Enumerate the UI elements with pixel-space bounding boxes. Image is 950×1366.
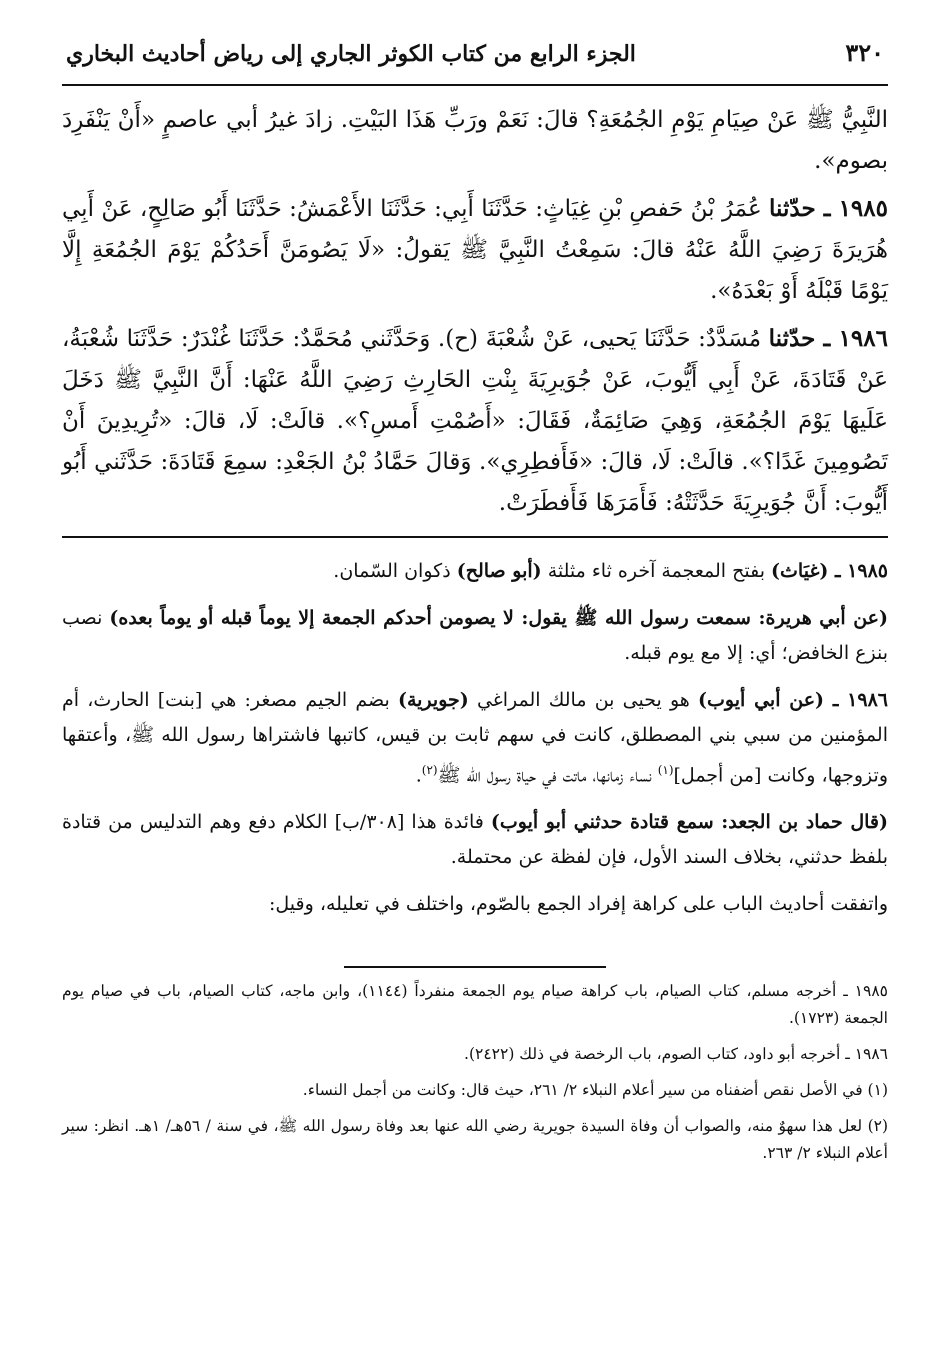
commentary-lemma: (أبو صالح) (456, 560, 542, 582)
commentary-paragraph: واتفقت أحاديث الباب على كراهة إفراد الجمع بالصّوم، واختلف في تعليله، وقيل: (269, 893, 888, 916)
footnotes (62, 978, 888, 1167)
book-page (62, 38, 888, 1338)
page-number: ٣٢٠ (845, 38, 884, 67)
commentary-paragraph (62, 683, 888, 793)
commentary-text: بضم الجيم مصغر: هي [بنت] الحارث، أم المؤمنين من سبي بني المصطلق، كانت في سهم ثابت بن قيس، كاتبها فاشتراها رسول الله ﷺ، وأعتقها وتزوجها، وكانت [من أجمل] (62, 689, 888, 787)
commentary-lemma: (جويرية) (397, 689, 469, 711)
commentary-text: نصب بنزع الخافض؛ أي: إلا مع يوم قبله. (62, 607, 888, 664)
footnote-item: ١٩٨٦ ـ أخرجه أبو داود، كتاب الصوم، باب الرخصة في ذلك (٢٤٢٢). (464, 1045, 888, 1064)
section-divider (62, 536, 888, 538)
commentary-text: فائدة هذا [٣٠٨/ب] الكلام دفع وهم التدليس من قتادة بلفظ حدثني، بخلاف السند الأول، فإن لفظة عن محتملة. (62, 811, 888, 869)
hadith-1986 (62, 318, 888, 524)
commentary-lemma: ١٩٨٦ ـ (عن أبي أيوب) (698, 689, 888, 711)
footnote-marker: (٢) (421, 763, 438, 777)
commentary (62, 554, 888, 922)
commentary-lemma: ١٩٨٥ ـ (غيَاث) (771, 560, 888, 582)
commentary-text: نساء زمانها، ماتت في حياة رسول الله ﷺ (437, 764, 658, 787)
footnote-divider (344, 966, 606, 968)
hadith-body: مُسَدَّدٌ: حَدَّثَنَا يَحيى، عَنْ شُعْبَةَ (ح). وَحَدَّثَني مُحَمَّدٌ: حَدَّثَنَا غُنْدَرٌ: حَدَّثَنَا شُعْبَةُ، عَنْ قَتَادَةَ، عَنْ أَبِي أَيُّوبَ، عَنْ جُوَيرِيَةَ بِنْتِ الحَارِثِ رَضِيَ اللَّهُ عَنْهَا: أَنَّ النَّبِيَّ ﷺ دَخَلَ عَلَيهَا يَوْمَ الجُمُعَةِ، وَهِيَ صَائِمَةٌ، فَقَالَ: «أَصُمْتِ أَمسِ؟». قالَتْ: لَا، قالَ: «تُرِيدِينَ أَنْ تَصُومِينَ غَدًا؟». قالَتْ: لَا، قالَ: «فَأَفطِرِي». وَقالَ حَمَّادُ بْنُ الجَعْدِ: سمِعَ قَتَادَةَ: حَدَّثَني أَبُو أَيُّوبَ: أَنَّ جُوَيرِيَةَ حَدَّثَتْهُ: فَأَمَرَهَا فَأَفطَرَتْ. (62, 326, 888, 516)
commentary-paragraph (62, 554, 888, 589)
commentary-paragraph (62, 805, 888, 875)
hadith-text (62, 100, 888, 524)
commentary-text: هو يحيى بن مالك المراغي (468, 689, 699, 711)
footnote-marker: (١) (657, 763, 674, 777)
hadith-1985 (62, 188, 888, 312)
hadith-continuation: النَّبِيُّ ﷺ عَنْ صِيَامِ يَوْمِ الجُمُعَةِ؟ قالَ: نَعَمْ ورَبِّ هَذَا البَيْتِ. زادَ غيرُ أبي عاصمٍ «أَنْ يَنْفَرِدَ بصوم». (62, 107, 888, 174)
hadith-number: ١٩٨٥ ـ حدّثنا (769, 195, 888, 222)
commentary-text: . (415, 764, 422, 787)
commentary-lemma: (قال حماد بن الجعد: سمع قتادة حدثني أبو أيوب) (490, 811, 888, 834)
footnote-item: ١٩٨٥ ـ أخرجه مسلم، كتاب الصيام، باب كراهة صيام يوم الجمعة منفرداً (١١٤٤)، وابن ماجه، كتاب الصيام، باب في صيام يوم الجمعة (١٧٢٣). (62, 982, 888, 1028)
footnote-item: (١) في الأصل نقص أضفناه من سير أعلام النبلاء ٢/ ٢٦١، حيث قال: وكانت من أجمل النساء. (302, 1081, 888, 1100)
hadith-body: عُمَرُ بْنُ حَفصِ بْنِ غِيَاثٍ: حَدَّثَنَا أَبِي: حَدَّثَنَا الأَعْمَشُ: حَدَّثَنَا أَبُو صَالِحٍ، عَنْ أَبِي هُرَيرَةَ رَضِيَ اللَّهُ عَنْهُ قالَ: سَمِعْتُ النَّبِيَّ ﷺ يَقولُ: «لَا يَصُومَنَّ أَحَدُكُمْ يَوْمَ الجُمُعَةِ إِلَّا يَوْمًا قَبْلَهُ أَوْ بَعْدَهُ». (62, 196, 888, 304)
commentary-text: ذكوان السّمان. (333, 560, 457, 582)
running-title: الجزء الرابع من كتاب الكوثر الجاري إلى رياض أحاديث البخاري (66, 41, 636, 67)
commentary-text: بفتح المعجمة آخره ثاء مثلثة (541, 560, 772, 582)
commentary-lemma: (عن أبي هريرة: سمعت رسول الله ﷺ يقول: لا يصومن أحدكم الجمعة إلا يوماً قبله أو يوماً بعده) (109, 607, 888, 629)
commentary-paragraph (62, 601, 888, 671)
hadith-number: ١٩٨٦ ـ حدّثنا (768, 325, 888, 352)
page-header (62, 38, 888, 86)
footnote-item: (٢) لعل هذا سهوٌ منه، والصواب أن وفاة السيدة جويرية رضي الله عنها بعد وفاة رسول الله ﷺ، في سنة / ٥٦هـ/ ١هـ. انظر: سير أعلام النبلاء ٢/ ٢٦٣. (62, 1117, 889, 1163)
